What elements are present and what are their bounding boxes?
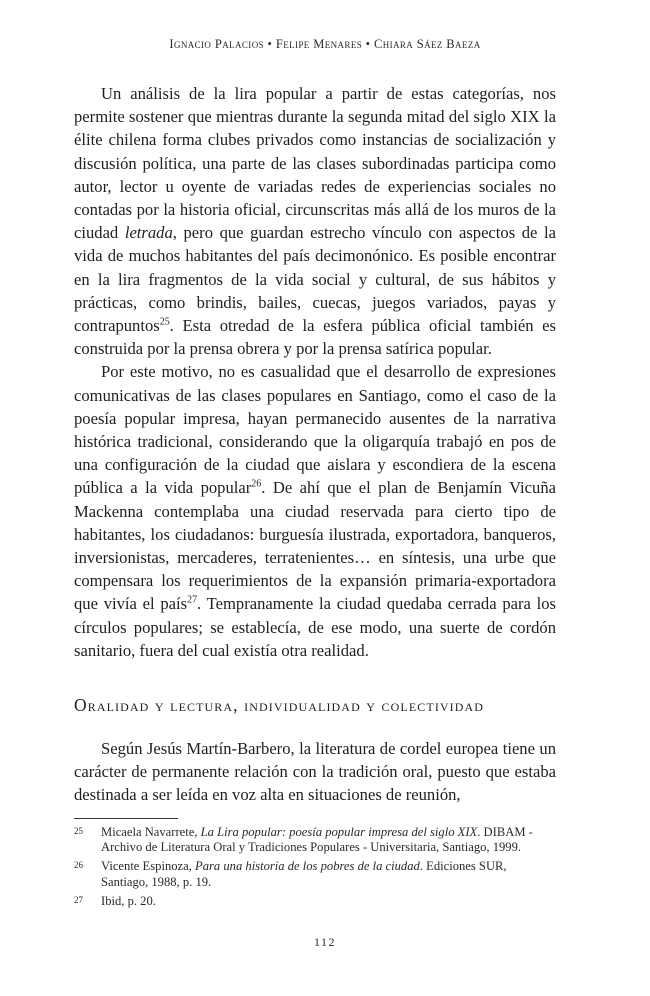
paragraph-2-text-a: Por este motivo, no es casualidad que el desarrollo de expresiones comunicativas de las clases populares en Santiago, como el caso de la poesía popular impresa, hayan permanecido ausentes de la narrativa histórica tradicional, considerando que la oligarquía trabajó en pos de una configuración de la ciudad que aislara y escondiera de la escena pública a la vida popular — [74, 362, 556, 498]
footnote-author: Ibid, p. 20. — [101, 893, 156, 908]
footnote-27 — [74, 894, 556, 909]
footnote-number: 26 — [74, 860, 83, 871]
paragraph-1-text-a: Un análisis de la lira popular a partir de estas categorías, nos permite sostener que mientras durante la segunda mitad del siglo XIX la élite chilena forma clubes privados como instancias de socialización y discusión política, una parte de las clases subordinadas participa como autor, lector u oyente de variadas redes de experiencias sociales no contadas por la historia oficial, circunscritas más allá de los muros de la ciudad — [74, 84, 556, 243]
section-paragraph-1: Según Jesús Martín-Barbero, la literatura de cordel europea tiene un carácter de permanente relación con la tradición oral, puesto que estaba destinada a ser leída en voz alta en situaciones de reunión, — [74, 739, 556, 805]
footnote-number: 25 — [74, 826, 83, 836]
footnotes — [74, 825, 556, 913]
footnote-ref-25[interactable]: 25 — [159, 316, 170, 328]
section-heading: Oralidad y lectura, individualidad y colectividad — [74, 695, 485, 715]
paragraph-2-text-c: . Tempranamente la ciudad quedaba cerrada para los círculos populares; se establecía, de ese modo, una suerte de cordón sanitario, fuera del cual existía otra realidad. — [74, 594, 556, 660]
page-number: 112 — [313, 935, 337, 949]
footnote-25 — [74, 825, 556, 855]
paragraph-2 — [74, 360, 556, 662]
footnote-divider — [74, 818, 178, 819]
footnote-author: Vicente Espinoza, — [101, 859, 196, 874]
footnote-title: La Lira popular: poesía popular impresa del siglo XIX — [200, 825, 478, 839]
section-text — [74, 737, 556, 807]
footnote-number: 27 — [74, 894, 83, 905]
footnote-title: Para una historia de los pobres de la ciudad — [195, 859, 420, 874]
footnote-text — [101, 825, 556, 855]
paragraph-1 — [74, 82, 556, 360]
footnote-author: Micaela Navarrete, — [101, 825, 201, 839]
footnote-publication: . DIBAM - Archivo de Literatura Oral y Tradiciones Populares - Universitaria, Santiago, 1999. — [101, 825, 533, 855]
footnote-publication: . Ediciones SUR, Santiago, 1988, p. 19. — [101, 859, 507, 889]
paragraph-1-text-b: , pero que guardan estrecho vínculo con aspectos de la vida de muchos habitantes del país decimonónico. Es posible encontrar en la lira fragmentos de la vida social y cultural, de sus hábitos y prácticas, como brindis, bailes, cuecas, juegos variados, payas y contrapuntos — [74, 223, 556, 336]
footnote-text — [101, 894, 556, 909]
footnote-text — [101, 859, 556, 889]
footnote-ref-26[interactable]: 26 — [251, 478, 262, 490]
footnote-26 — [74, 859, 556, 889]
paragraph-2-text-b: . De ahí que el plan de Benjamín Vicuña Mackenna contemplaba una ciudad reservada para cierto tipo de habitantes, los ciudadanos: burguesía ilustrada, exportadora, banqueros, inversionistas, mercaderes, terratenientes… en síntesis, una urbe que compensara los requerimientos de la expansión primaria-exportadora que vivía el país — [74, 478, 556, 614]
paragraph-1-text-c: . Esta otredad de la esfera pública oficial también es construida por la prensa obrera y por la prensa satírica popular. — [74, 316, 556, 359]
body-text — [74, 82, 556, 662]
footnote-ref-27[interactable]: 27 — [187, 594, 198, 606]
running-head: Ignacio Palacios • Felipe Menares • Chiara Sáez Baeza — [169, 37, 481, 51]
emphasis-letrada: letrada — [124, 223, 173, 243]
